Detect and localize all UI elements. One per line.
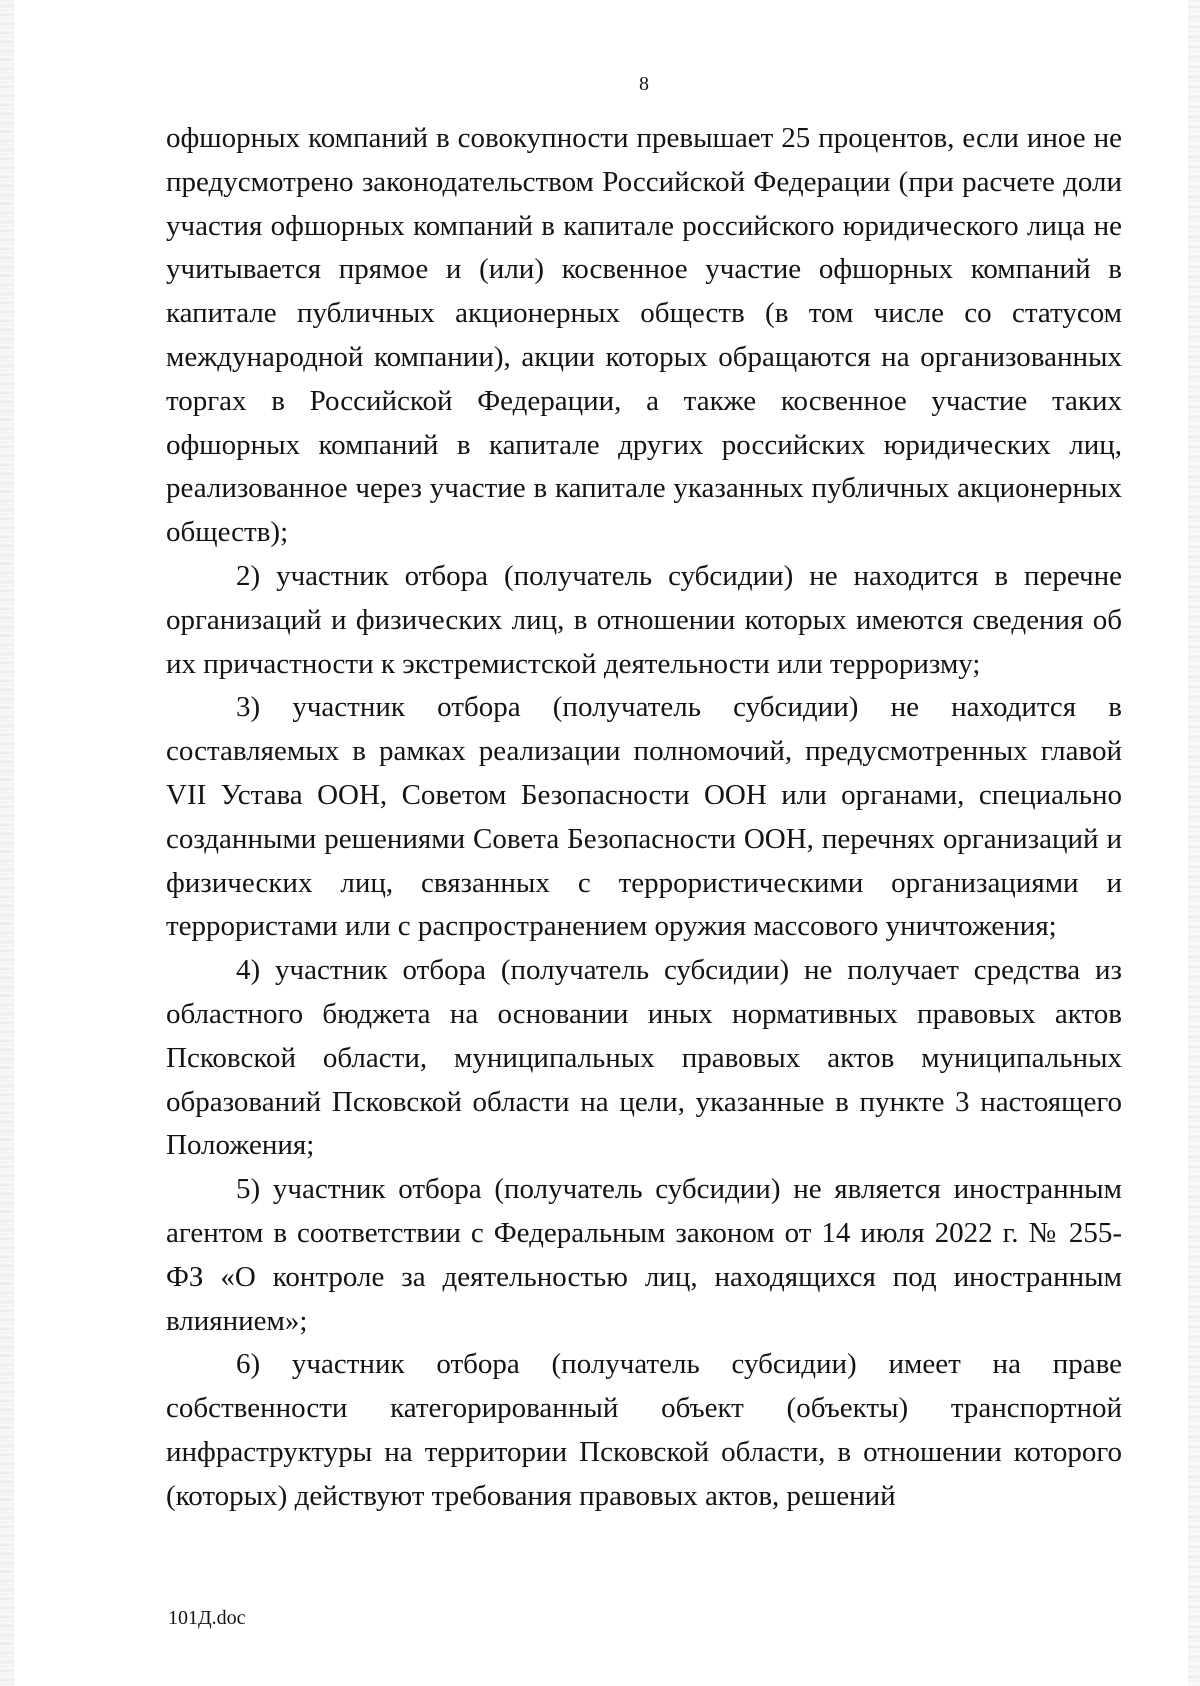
- paragraph-item-6: 6) участник отбора (получатель субсидии) имеет на праве собственности категорированный объект (объекты) транспортной инфраструктуры на территории Псковской области, в отношении которого (которых) действуют требования правовых актов, решений: [166, 1348, 1122, 1512]
- paragraph-item-2: 2) участник отбора (получатель субсидии) не находится в перечне организаций и физических лиц, в отношении которых имеются сведения об их причастности к экстремистской деятельности или терроризму;: [166, 559, 1122, 680]
- paragraph-item-3: 3) участник отбора (получатель субсидии) не находится в составляемых в рамках реализации полномочий, предусмотренных главой VII Устава ООН, Советом Безопасности ООН или органами, специально созданными решениями Совета Безопасности ООН, перечнях организаций и физических лиц, связанных с террористическими организациями и террористами или с распространением оружия массового уничтожения;: [166, 691, 1122, 943]
- footer-filename: 101Д.doc: [168, 1607, 246, 1629]
- document-body: [166, 117, 1122, 1519]
- paragraph-item-4: 4) участник отбора (получатель субсидии) не получает средства из областного бюджета на основании иных нормативных правовых актов Псковской области, муниципальных правовых актов муниципальных образований Псковской области на цели, указанные в пункте 3 настоящего Положения;: [166, 954, 1122, 1162]
- paragraph-continuation: офшорных компаний в совокупности превышает 25 процентов, если иное не предусмотрено законодательством Российской Федерации (при расчете доли участия офшорных компаний в капитале российского юридического лица не учитывается прямое и (или) косвенное участие офшорных компаний в капитале публичных акционерных обществ (в том числе со статусом международной компании), акции которых обращаются на организованных торгах в Российской Федерации, а также косвенное участие таких офшорных компаний в капитале других российских юридических лиц, реализованное через участие в капитале указанных публичных акционерных обществ);: [166, 122, 1122, 549]
- paragraph-item-5: 5) участник отбора (получатель субсидии) не является иностранным агентом в соответствии с Федеральным законом от 14 июля 2022 г. № 255-ФЗ «О контроле за деятельностью лиц, находящихся под иностранным влиянием»;: [166, 1173, 1122, 1337]
- scan-edge-left: [0, 0, 14, 1686]
- scan-edge-right: [1188, 0, 1200, 1686]
- page-number: 8: [639, 73, 649, 95]
